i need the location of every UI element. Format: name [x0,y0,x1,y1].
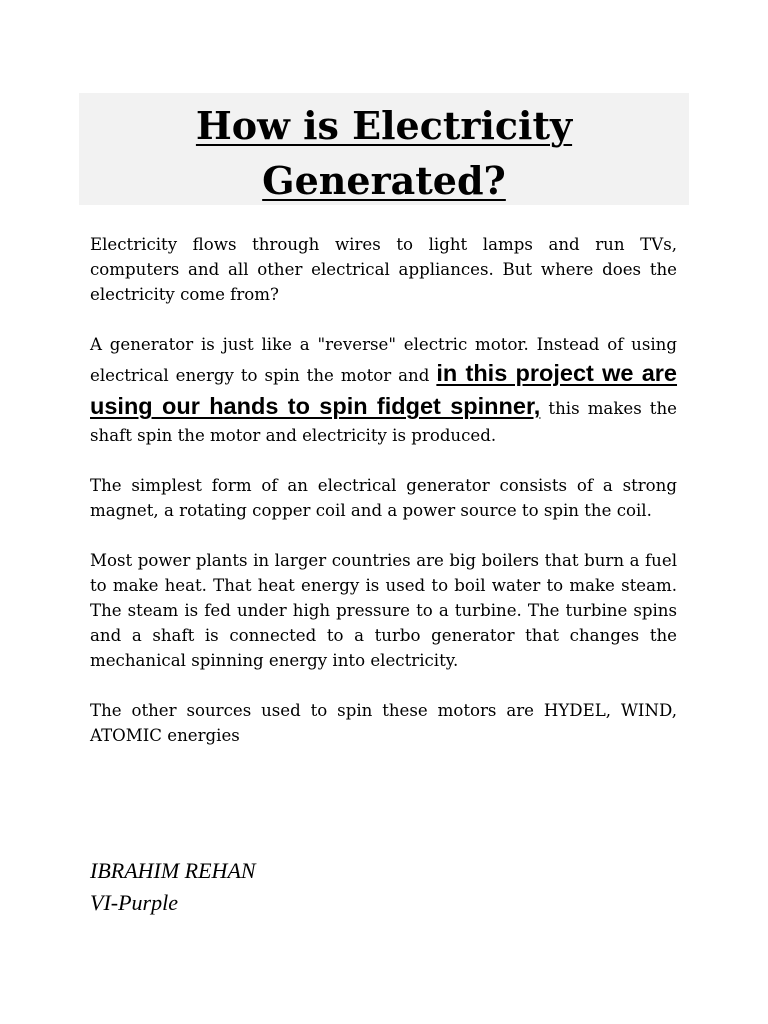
author-class: VI-Purple [90,890,178,915]
paragraph-power-plants: Most power plants in larger countries are big boilers that burn a fuel to make heat. That heat energy is used to boil water to make steam. The steam is fed under high pressure to a turbine. The turbine spins and a shaft is connected to a turbo generator that changes the mechanical spinning energy into electricity. [90,551,677,670]
paragraph-intro: Electricity flows through wires to light lamps and run TVs, computers and all other electrical appliances. But where does the electricity come from? [90,235,677,304]
paragraph-generator-text-start: A generator is just like a "reverse" electric motor. Instead of using electrical energy to spin the motor and [90,335,677,385]
title-line-2: Generated? [262,158,506,203]
paragraph-simplest-form: The simplest form of an electrical generator consists of a strong magnet, a rotating copper coil and a power source to spin the coil. [90,476,677,520]
emphasized-project-text: in this project we are using our hands to spin fidget spinner, [90,360,678,419]
author-name: IBRAHIM REHAN [90,858,256,883]
signature-block [90,855,256,919]
title-line-1: How is Electricity [195,103,573,148]
paragraph-generator-text-end: this makes the shaft spin the motor and electricity is produced. [90,399,677,445]
title-box [79,93,689,205]
paragraph-other-sources: The other sources used to spin these motors are HYDEL, WIND, ATOMIC energies [90,701,677,745]
page-title [79,93,689,208]
document-body [90,232,677,773]
paragraph-generator [90,332,677,448]
